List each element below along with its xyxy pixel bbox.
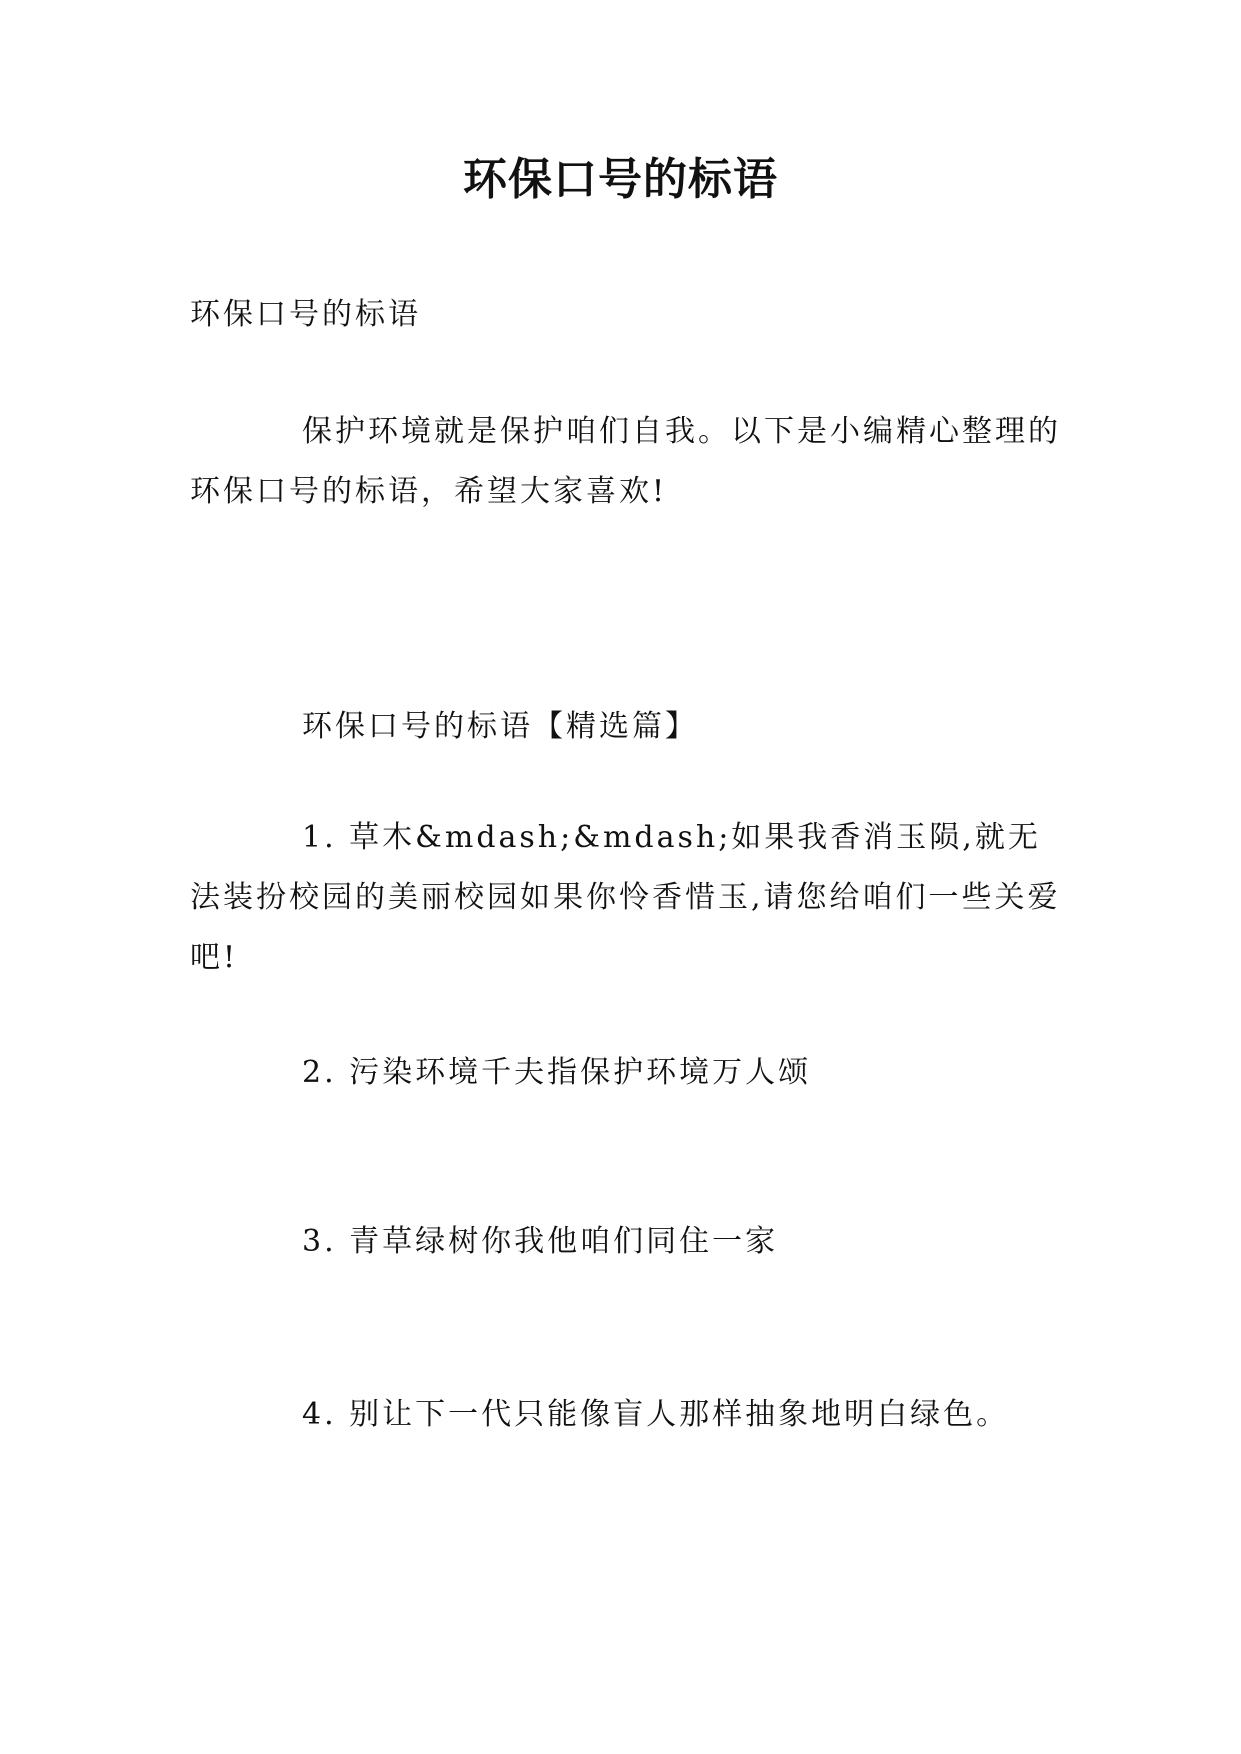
list-item-number: 1.: [302, 820, 337, 855]
list-item-text: 别让下一代只能像盲人那样抽象地明白绿色。: [349, 1397, 1010, 1432]
list-item-text: 青草绿树你我他咱们同住一家: [349, 1224, 779, 1259]
list-item-number: 3.: [302, 1224, 337, 1259]
list-item: [190, 808, 1070, 988]
list-item-number: 4.: [302, 1397, 337, 1432]
section-heading: 环保口号的标语【精选篇】: [302, 709, 698, 744]
list-item-number: 2.: [302, 1055, 337, 1090]
document-title: 环保口号的标语: [463, 154, 778, 205]
document-subtitle: 环保口号的标语: [190, 297, 421, 332]
list-item: [190, 1385, 1070, 1445]
intro-paragraph: 保护环境就是保护咱们自我。以下是小编精心整理的环保口号的标语，希望大家喜欢!: [190, 414, 1061, 509]
list-item: [190, 1043, 1070, 1103]
list-item-text: 污染环境千夫指保护环境万人颂: [349, 1055, 812, 1090]
list-item-text: 草木&mdash;&mdash;如果我香消玉陨,就无法装扮校园的美丽校园如果你怜香惜玉,请您给咱们一些关爱吧!: [190, 820, 1061, 975]
list-item: [190, 1212, 1070, 1272]
